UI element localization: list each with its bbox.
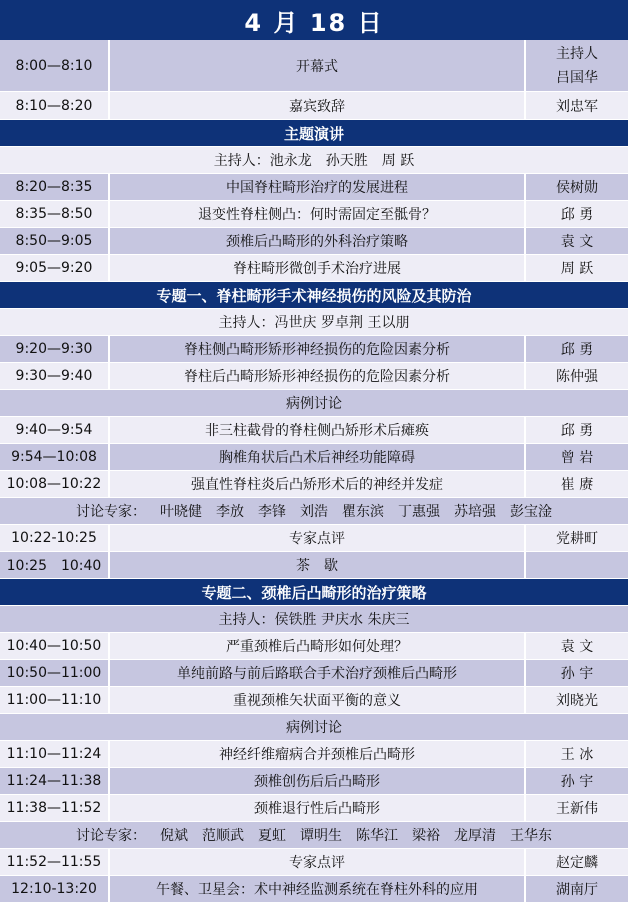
speaker-cell (526, 552, 628, 578)
schedule-row (0, 363, 628, 390)
section-title: 专题一、脊柱畸形手术神经损伤的风险及其防治 (156, 286, 472, 305)
expert-name: 李锋 (258, 504, 286, 520)
case-discussion-label: 病例讨论 (286, 396, 342, 412)
expert-name: 丁惠强 (398, 504, 440, 520)
topic-cell: 颈椎创伤后后凸畸形 (110, 768, 526, 794)
topic-cell: 非三柱截骨的脊柱侧凸矫形术后瘫痪 (110, 417, 526, 443)
speaker-cell: 孙 宇 (560, 666, 594, 682)
time-cell: 9:54—10:08 (0, 444, 110, 470)
speaker-cell: 陈仲强 (556, 369, 598, 385)
schedule-row (0, 687, 628, 714)
expert-name: 王华东 (510, 828, 552, 844)
topic-cell: 专家点评 (110, 525, 526, 551)
topic-cell: 脊柱后凸畸形矫形神经损伤的危险因素分析 (110, 363, 526, 389)
time-cell: 10:50—11:00 (0, 660, 110, 686)
schedule-row (0, 417, 628, 444)
experts-label: 讨论专家： (76, 828, 146, 844)
speaker-cell: 孙 宇 (560, 774, 594, 790)
topic-cell: 强直性脊柱炎后凸矫形术后的神经并发症 (110, 471, 526, 497)
schedule-row (0, 633, 628, 660)
expert-name: 龙厚清 (454, 828, 496, 844)
host-row (0, 147, 628, 174)
schedule-row-opening (0, 40, 628, 92)
host-cell (526, 40, 628, 91)
time-cell: 9:30—9:40 (0, 363, 110, 389)
speaker-cell: 邱 勇 (560, 342, 594, 358)
expert-name: 苏培强 (454, 504, 496, 520)
speaker-cell: 侯树勋 (556, 180, 598, 196)
time-cell: 10:25 10:40 (0, 552, 110, 578)
time-cell: 9:05—9:20 (0, 255, 110, 281)
time-cell: 8:35—8:50 (0, 201, 110, 227)
speaker-cell: 曾 岩 (560, 450, 594, 466)
schedule-row (0, 444, 628, 471)
section-header-session2 (0, 579, 628, 606)
experts-row (0, 822, 628, 849)
time-cell: 11:10—11:24 (0, 741, 110, 767)
speaker-cell: 袁 文 (560, 639, 594, 655)
schedule-row (0, 660, 628, 687)
speaker-cell: 刘忠军 (556, 98, 598, 115)
time-cell: 9:40—9:54 (0, 417, 110, 443)
time-cell: 11:00—11:10 (0, 687, 110, 713)
schedule-row (0, 795, 628, 822)
schedule-row (0, 228, 628, 255)
topic-cell: 退变性脊柱侧凸：何时需固定至骶骨？ (110, 201, 526, 227)
time-cell: 11:24—11:38 (0, 768, 110, 794)
time-cell: 10:08—10:22 (0, 471, 110, 497)
topic-cell: 专家点评 (110, 849, 526, 875)
topic-cell: 脊柱畸形微创手术治疗进展 (110, 255, 526, 281)
topic-cell: 神经纤维瘤病合并颈椎后凸畸形 (110, 741, 526, 767)
time-cell: 12:10-13:20 (0, 876, 110, 902)
schedule-row (0, 768, 628, 795)
review-row (0, 525, 628, 552)
venue-cell: 湖南厅 (556, 882, 598, 898)
host-label: 主持人 (556, 45, 598, 62)
expert-name: 夏虹 (258, 828, 286, 844)
section-header-keynote (0, 120, 628, 147)
experts-label: 讨论专家： (76, 504, 146, 520)
host-text: 主持人：池永龙 孙天胜 周 跃 (213, 153, 415, 169)
schedule-row (0, 174, 628, 201)
experts-row (0, 498, 628, 525)
topic-cell: 茶 歇 (110, 552, 526, 578)
speaker-cell: 王新伟 (556, 801, 598, 817)
speaker-cell: 邱 勇 (560, 207, 594, 223)
day-title: 4 月 18 日 (0, 0, 628, 40)
experts-list (0, 498, 628, 524)
host-row (0, 309, 628, 336)
case-discussion-label: 病例讨论 (286, 720, 342, 736)
expert-name: 范顺武 (202, 828, 244, 844)
time-cell: 8:20—8:35 (0, 174, 110, 200)
host-row (0, 606, 628, 633)
speaker-cell: 赵定麟 (556, 855, 598, 871)
topic-cell: 开幕式 (110, 40, 526, 91)
host-name: 吕国华 (556, 69, 598, 86)
section-title: 主题演讲 (283, 124, 344, 143)
topic-cell: 中国脊柱畸形治疗的发展进程 (110, 174, 526, 200)
topic-cell: 脊柱侧凸畸形矫形神经损伤的危险因素分析 (110, 336, 526, 362)
time-cell: 11:38—11:52 (0, 795, 110, 821)
case-discussion-row (0, 714, 628, 741)
time-cell: 10:22-10:25 (0, 525, 110, 551)
speaker-cell: 王 冰 (560, 747, 594, 763)
schedule-row-welcome (0, 92, 628, 120)
expert-name: 梁裕 (412, 828, 440, 844)
speaker-cell: 崔 赓 (560, 477, 594, 493)
speaker-cell: 刘晓光 (556, 693, 598, 709)
schedule-row (0, 741, 628, 768)
expert-name: 谭明生 (300, 828, 342, 844)
review-row (0, 849, 628, 876)
experts-list (0, 822, 628, 848)
topic-cell: 颈椎后凸畸形的外科治疗策略 (110, 228, 526, 254)
expert-name: 陈华江 (356, 828, 398, 844)
expert-name: 叶晓健 (160, 504, 202, 520)
speaker-cell: 袁 文 (560, 234, 594, 250)
section-header-session1 (0, 282, 628, 309)
case-discussion-row (0, 390, 628, 417)
expert-name: 倪斌 (160, 828, 188, 844)
topic-cell: 午餐、卫星会：术中神经监测系统在脊柱外科的应用 (110, 876, 526, 902)
speaker-cell: 周 跃 (560, 261, 594, 277)
topic-cell: 重视颈椎矢状面平衡的意义 (110, 687, 526, 713)
time-cell: 11:52—11:55 (0, 849, 110, 875)
schedule-row (0, 336, 628, 363)
break-row (0, 552, 628, 579)
topic-cell: 胸椎角状后凸术后神经功能障碍 (110, 444, 526, 470)
time-cell: 9:20—9:30 (0, 336, 110, 362)
schedule-row (0, 201, 628, 228)
time-cell: 8:00—8:10 (0, 40, 110, 91)
expert-name: 李放 (216, 504, 244, 520)
time-cell: 8:50—9:05 (0, 228, 110, 254)
lunch-row (0, 876, 628, 903)
topic-cell: 嘉宾致辞 (110, 92, 526, 119)
speaker-cell: 党耕町 (556, 531, 598, 547)
topic-cell: 颈椎退行性后凸畸形 (110, 795, 526, 821)
expert-name: 彭宝淦 (510, 504, 552, 520)
schedule-row (0, 471, 628, 498)
time-cell: 10:40—10:50 (0, 633, 110, 659)
expert-name: 刘浩 (300, 504, 328, 520)
host-text: 主持人：冯世庆 罗卓荆 王以朋 (218, 315, 410, 331)
speaker-cell: 邱 勇 (560, 423, 594, 439)
host-text: 主持人：侯铁胜 尹庆水 朱庆三 (218, 612, 410, 628)
time-cell: 8:10—8:20 (0, 92, 110, 119)
schedule-row (0, 255, 628, 282)
topic-cell: 严重颈椎后凸畸形如何处理？ (110, 633, 526, 659)
section-title: 专题二、颈椎后凸畸形的治疗策略 (201, 583, 427, 602)
topic-cell: 单纯前路与前后路联合手术治疗颈椎后凸畸形 (110, 660, 526, 686)
expert-name: 瞿东滨 (342, 504, 384, 520)
